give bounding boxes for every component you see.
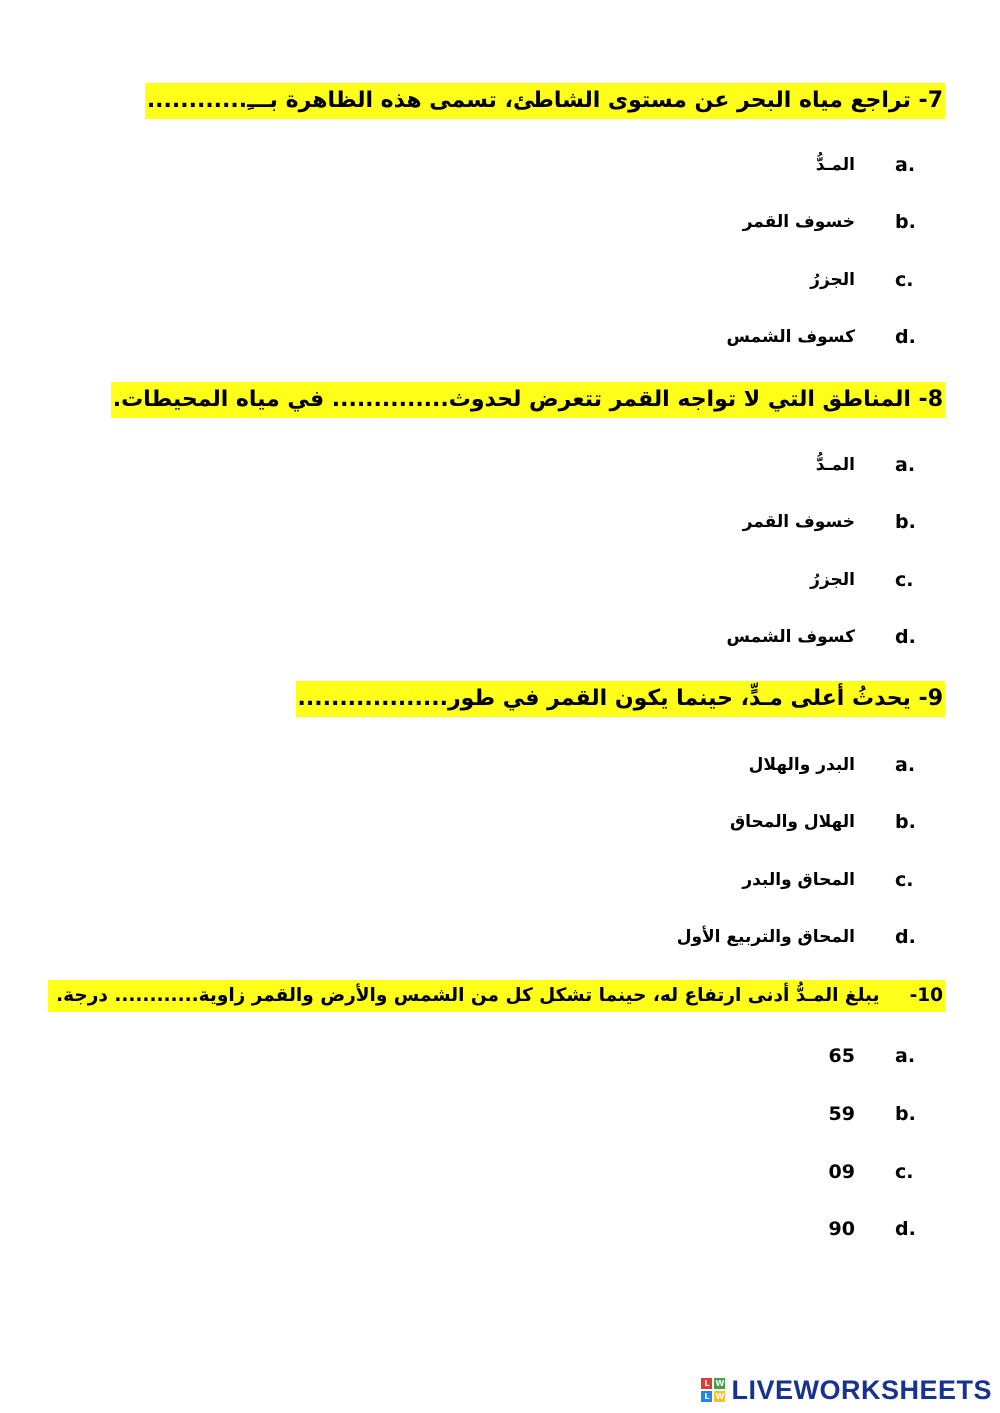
q8-option-d[interactable] [0, 622, 1000, 652]
logo-tile: W [715, 1392, 725, 1401]
q9-option-c[interactable] [0, 865, 1000, 895]
logo-tile: L [701, 1391, 712, 1402]
q8-option-b[interactable] [0, 507, 1000, 537]
q7-option-b[interactable] [0, 207, 1000, 237]
option-letter: b. [895, 1103, 916, 1125]
q7-option-a[interactable] [0, 150, 1000, 180]
q10-option-d[interactable] [0, 1214, 1000, 1244]
question-text: يبلغ المـدُّ أدنى ارتفاع له، حينما تشكل كل من الشمس والأرض والقمر زاوية............ درجة. [56, 985, 880, 1006]
option-letter: d. [895, 626, 916, 648]
q10-option-a[interactable] [0, 1041, 1000, 1071]
option-letter: b. [895, 211, 916, 233]
option-letter: d. [895, 326, 916, 348]
option-text: المحاق والبدر [742, 870, 855, 890]
option-text: 59 [828, 1103, 855, 1125]
question-10 [48, 980, 945, 1012]
q7-option-d[interactable] [0, 322, 1000, 352]
option-letter: c. [895, 269, 914, 291]
logo-mark-icon [701, 1378, 725, 1402]
option-letter: d. [895, 926, 916, 948]
q8-option-a[interactable] [0, 450, 1000, 480]
option-text: خسوف القمر [742, 212, 855, 232]
option-text: البدر والهلال [748, 755, 855, 775]
option-text: المـدُّ [815, 455, 855, 475]
option-letter: a. [895, 1045, 916, 1067]
option-letter: d. [895, 1218, 916, 1240]
option-letter: a. [895, 454, 916, 476]
option-text: الجزرُ [810, 270, 855, 290]
q9-option-a[interactable] [0, 750, 1000, 780]
option-text: المحاق والتربيع الأول [676, 927, 855, 947]
logo-tile: L [701, 1378, 712, 1389]
option-text: الجزرُ [810, 570, 855, 590]
liveworksheets-logo [701, 1373, 992, 1407]
option-letter: b. [895, 811, 916, 833]
question-8: 8- المناطق التي لا تواجه القمر تتعرض لحدوث.............. في مياه المحيطات. [111, 382, 945, 418]
option-letter: a. [895, 154, 916, 176]
option-text: خسوف القمر [742, 512, 855, 532]
question-7: 7- تراجع مياه البحر عن مستوى الشاطئ، تسمى هذه الظاهرة بـــِ............ [145, 83, 945, 119]
option-letter: c. [895, 569, 914, 591]
q8-option-c[interactable] [0, 565, 1000, 595]
option-text: 65 [828, 1045, 855, 1067]
option-letter: a. [895, 754, 916, 776]
question-number: 10- [909, 985, 943, 1006]
question-9: 9- يحدثُ أعلى مـدٍّ، حينما يكون القمر في طور.................. [296, 681, 945, 717]
logo-tile: W [715, 1379, 725, 1388]
option-text: 90 [828, 1218, 855, 1240]
q10-option-b[interactable] [0, 1099, 1000, 1129]
option-letter: c. [895, 1161, 914, 1183]
brand-name: LIVEWORKSHEETS [731, 1374, 992, 1405]
option-text: الهلال والمحاق [729, 812, 855, 832]
q10-option-c[interactable] [0, 1157, 1000, 1187]
q7-option-c[interactable] [0, 265, 1000, 295]
q9-option-b[interactable] [0, 807, 1000, 837]
option-text: المـدُّ [815, 155, 855, 175]
option-letter: b. [895, 511, 916, 533]
option-letter: c. [895, 869, 914, 891]
option-text: كسوف الشمس [726, 327, 855, 347]
q9-option-d[interactable] [0, 922, 1000, 952]
option-text: كسوف الشمس [726, 627, 855, 647]
option-text: 09 [828, 1161, 855, 1183]
